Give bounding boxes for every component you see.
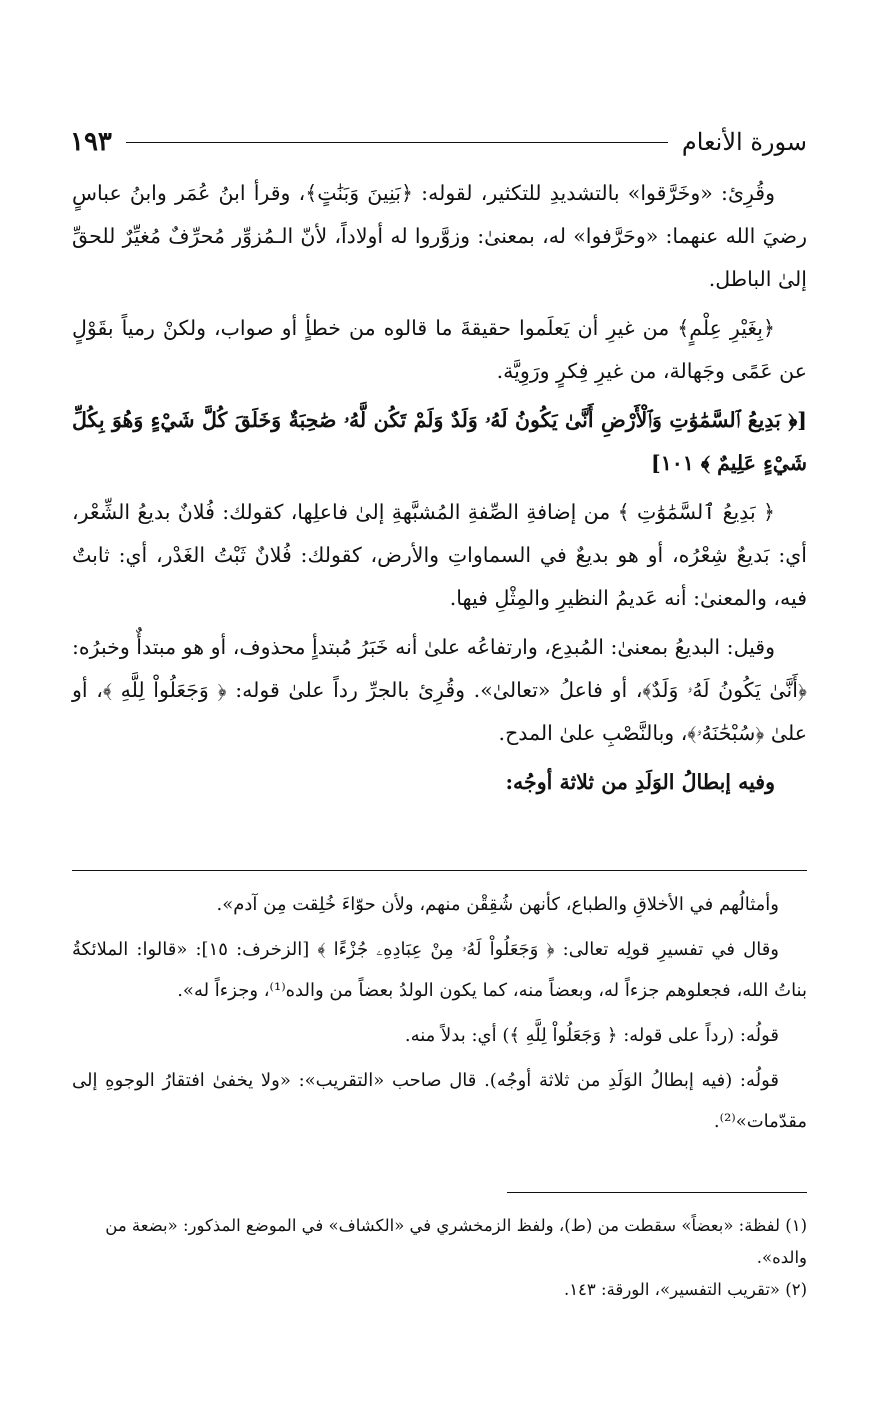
footnote-2: (٢) «تقريب التفسير»، الورقة: ١٤٣. <box>563 1280 807 1299</box>
main-text <box>72 172 807 810</box>
main-paragraph-3: ﴿ بَدِيعُ ٱلسَّمَٰوَٰتِ ﴾ من إضافةِ الصِّفةِ المُشبَّهةِ إلىٰ فاعلِها، كقولك: فُلانٌ بديعُ الشِّعْر، أي: بَديعٌ شِعْرُه، أو هو بديعٌ في السماواتِ والأرض، كقولك: فُلانٌ ثَبْتُ الغَدْر، أي: ثابتٌ فيه، والمعنىٰ: أنه عَديمُ النظيرِ والمِثْلِ فيها. <box>72 500 807 610</box>
surah-title: سورة الأنعام <box>681 128 807 156</box>
section-divider <box>72 870 807 871</box>
footnote-rule <box>507 1192 807 1193</box>
main-paragraph-1: وقُرِئ: «وخَرَّقوا» بالتشديدِ للتكثير، لقوله: ﴿بَنِينَ وَبَنَٰتٍ﴾، وقرأ ابنُ عُمَر وابنُ عباسٍ رضيَ الله عنهما: «وحَرَّفوا» له، بمعنىٰ: وزوَّروا له أولاداً، لأنّ الـمُزوِّر مُحرِّفٌ مُغيِّرٌ للحقِّ إلىٰ الباطل. <box>72 181 807 291</box>
quran-verse: [﴿ بَدِيعُ ٱلسَّمَٰوَٰتِ وَٱلْأَرْضِ أَنَّىٰ يَكُونُ لَهُۥ وَلَدٌ وَلَمْ تَكُن لَّهُۥ صَٰحِبَةٌ وَخَلَقَ كُلَّ شَيْءٍ وَهُوَ بِكُلِّ شَيْءٍ عَلِيمٌ ﴾ ١٠١] <box>72 408 807 475</box>
page-header <box>70 122 807 162</box>
main-paragraph-2: ﴿بِغَيْرِ عِلْمٍ﴾ من غيرِ أن يَعلَموا حقيقةَ ما قالوه من خطأٍ أو صواب، ولكنْ رمياً بقَوْلٍ عن عَمًى وجَهالة، من غيرِ فِكرٍ ورَوِيَّة. <box>72 316 807 383</box>
main-paragraph-5: وفيه إبطالُ الوَلَدِ من ثلاثة أوجُه: <box>505 770 775 794</box>
header-rule <box>126 142 668 143</box>
footnote-1: (١) لفظة: «بعضاً» سقطت من (ط)، ولفظ الزمخشري في «الكشاف» في الموضع المذكور: «بضعة من والده». <box>105 1216 807 1267</box>
page-number: ١٩٣ <box>70 127 112 157</box>
commentary-paragraph-4: قولُه: (فيه إبطالُ الوَلَدِ من ثلاثة أوجُه). قال صاحب «التقريب»: «ولا يخفىٰ افتقارُ الوجوهِ إلى مقدّمات»⁽²⁾. <box>72 1070 807 1132</box>
footnotes <box>72 1210 807 1306</box>
commentary-paragraph-1: وأمثالُهم في الأخلاقِ والطباع، كأنهن شُقِقْن منهم، ولأن حوّاءَ خُلِقت مِن آدم». <box>216 894 779 915</box>
commentary-paragraph-2: وقال في تفسيرِ قولِه تعالى: ﴿ وَجَعَلُواْ لَهُۥ مِنْ عِبَادِهِۦ جُزْءًا ﴾ [الزخرف: ١٥]: «قالوا: الملائكةُ بناتُ الله، فجعلوهم جزءاً له، وبعضاً منه، كما يكون الولدُ بعضاً من والده⁽¹⁾، وجزءاً له». <box>72 939 807 1001</box>
commentary-paragraph-3: قولُه: (رداً على قوله: ﴿ وَجَعَلُواْ لِلَّهِ ﴾) أي: بدلاً منه. <box>404 1025 779 1046</box>
main-paragraph-4: وقيل: البديعُ بمعنىٰ: المُبدِع، وارتفاعُه علىٰ أنه خَبَرُ مُبتدأٍ محذوف، أو هو مبتدأٌ وخبرُه: ﴿أَنَّىٰ يَكُونُ لَهُۥ وَلَدٌ﴾، أو فاعلُ «تعالىٰ». وقُرِئ بالجرِّ رداً علىٰ قوله: ﴿ وَجَعَلُواْ لِلَّهِ ﴾، أو علىٰ ﴿سُبْحَٰنَهُۥ﴾، وبالنَّصْبِ علىٰ المدح. <box>72 635 807 745</box>
commentary-text <box>72 884 807 1146</box>
